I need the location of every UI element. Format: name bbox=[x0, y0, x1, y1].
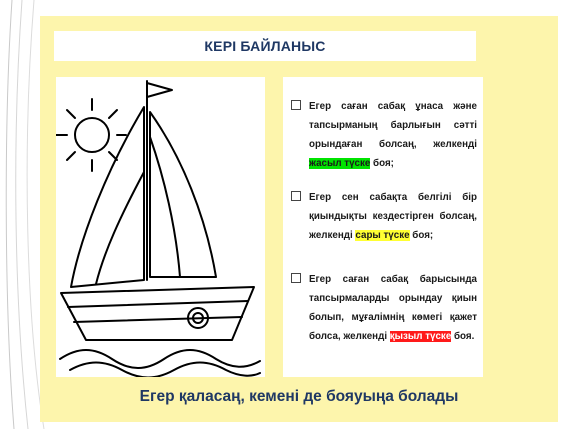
list-item bbox=[291, 270, 477, 346]
highlight-red: қызыл түске bbox=[389, 331, 452, 342]
footer-caption: Егер қаласаң, кемені де бояуыңа болады bbox=[139, 388, 459, 405]
instructions-panel bbox=[283, 77, 483, 377]
checkbox-bullet-icon bbox=[291, 273, 301, 283]
highlight-yellow: сары түске bbox=[355, 230, 410, 241]
checkbox-bullet-icon bbox=[291, 191, 301, 201]
instruction-text-before: Егер саған сабақ барысында тапсырмаларды орындау қиын болып, мұғалімнің көмегі қажет болса, желкенді bbox=[309, 274, 477, 342]
highlight-green: жасыл түске bbox=[309, 158, 371, 169]
instruction-text bbox=[309, 188, 477, 245]
instruction-text-after: боя. bbox=[451, 331, 475, 342]
checkbox-bullet-icon bbox=[291, 100, 301, 110]
instruction-text-after: боя; bbox=[370, 158, 394, 169]
instruction-text bbox=[309, 97, 477, 173]
instruction-text-before: Егер саған сабақ ұнаса және тапсырманың барлығын сәтті орындаған болсаң, желкенді bbox=[309, 101, 477, 150]
instruction-text-after: боя; bbox=[409, 230, 434, 241]
list-item bbox=[291, 188, 477, 245]
slide bbox=[40, 16, 558, 422]
instruction-text-before: Егер сен сабақта белгілі бір қиындықты кездестірген болсаң, желкенді bbox=[309, 192, 477, 241]
illustration-panel bbox=[56, 77, 265, 377]
list-item bbox=[291, 97, 477, 173]
page-title: КЕРІ БАЙЛАНЫС bbox=[54, 31, 476, 61]
sailboat-coloring-icon bbox=[56, 77, 265, 377]
instruction-text bbox=[309, 270, 477, 346]
